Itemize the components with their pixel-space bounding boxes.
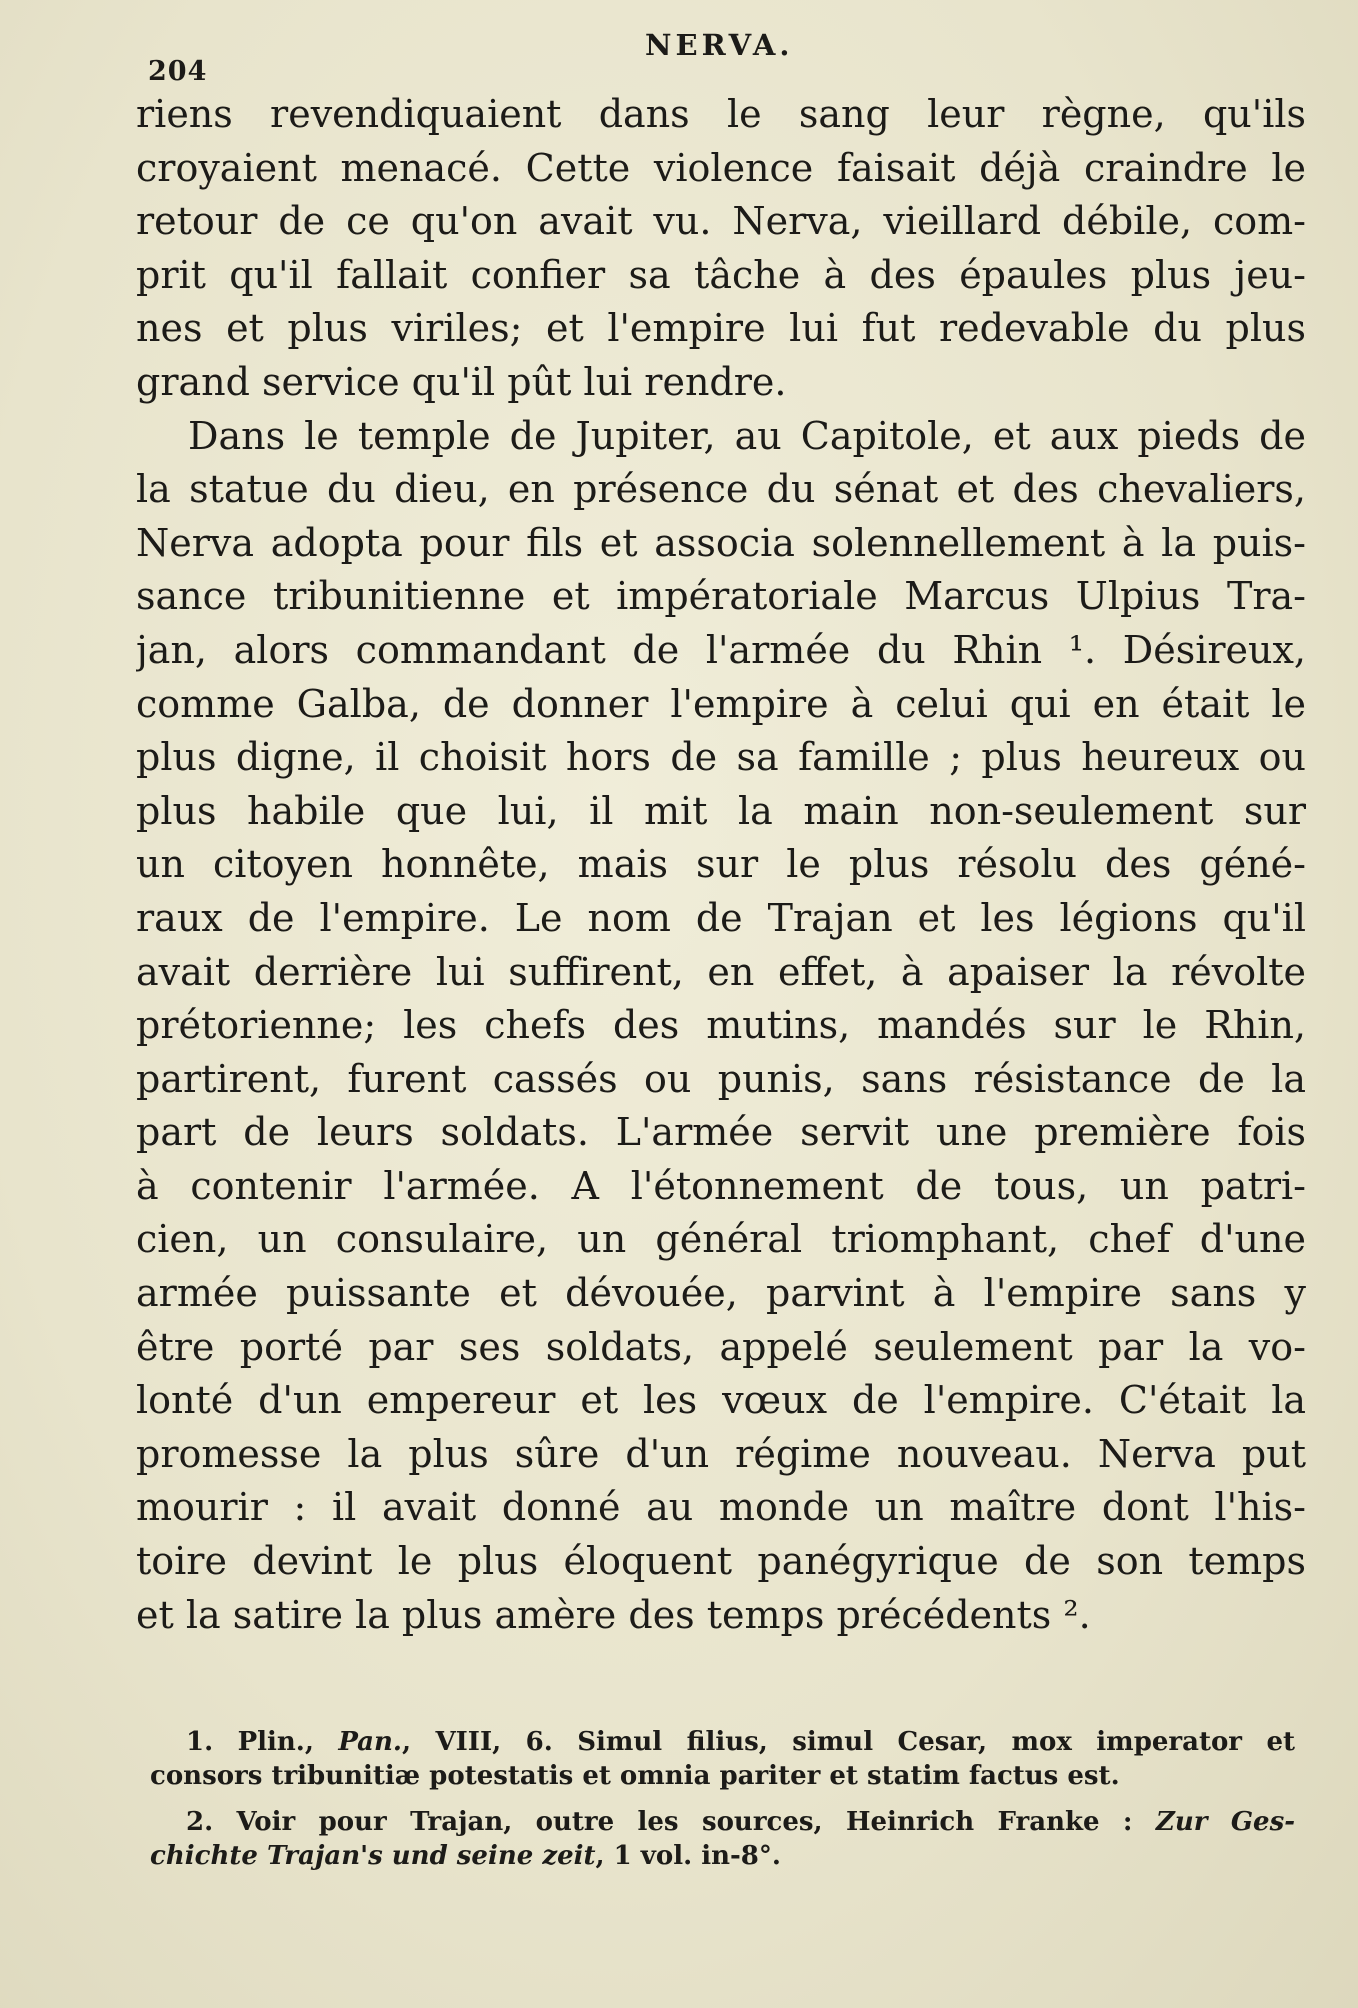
body-text xyxy=(136,88,1306,1642)
text-line: nes et plus viriles; et l'empire lui fut redevable du plus xyxy=(136,306,1306,351)
text-line: un citoyen honnête, mais sur le plus résolu des géné- xyxy=(136,842,1306,887)
text-line: mourir : il avait donné au monde un maître dont l'his- xyxy=(136,1485,1306,1530)
footnote-text: , VIII, 6. Simul filius, simul Cesar, mox imperator et xyxy=(401,1727,1295,1757)
text-line: être porté par ses soldats, appelé seulement par la vo- xyxy=(136,1324,1306,1369)
footnote-italic-text: Zur Ges- xyxy=(1155,1807,1295,1837)
text-line: jan, alors commandant de l'armée du Rhin ¹. Désireux, xyxy=(136,627,1306,672)
footnote-1-line: consors tribunitiæ potestatis et omnia pariter et statim factus est. xyxy=(150,1761,1120,1791)
chapter-title: NERVA. xyxy=(645,28,794,62)
footnote-2-line xyxy=(150,1839,1295,1873)
text-line: toire devint le plus éloquent panégyrique de son temps xyxy=(136,1539,1306,1584)
text-line: Dans le temple de Jupiter, au Capitole, et aux pieds de xyxy=(188,413,1306,458)
text-line: prit qu'il fallait confier sa tâche à des épaules plus jeu- xyxy=(136,252,1306,297)
footnote-2-line xyxy=(150,1805,1295,1839)
text-line: riens revendiquaient dans le sang leur règne, qu'ils xyxy=(136,92,1306,136)
text-line: promesse la plus sûre d'un régime nouveau. Nerva put xyxy=(136,1431,1306,1476)
text-line: la statue du dieu, en présence du sénat et des chevaliers, xyxy=(136,467,1306,512)
text-line: armée puissante et dévouée, parvint à l'empire sans y xyxy=(136,1271,1306,1316)
footnote-text: 2. Voir pour Trajan, outre les sources, Heinrich Franke : xyxy=(186,1807,1156,1837)
text-line: grand service qu'il pût lui rendre. xyxy=(136,359,787,404)
text-line: raux de l'empire. Le nom de Trajan et les légions qu'il xyxy=(136,895,1306,940)
text-line: retour de ce qu'on avait vu. Nerva, vieillard débile, com- xyxy=(136,199,1306,244)
footnote-1-line xyxy=(150,1725,1295,1759)
text-line: partirent, furent cassés ou punis, sans résistance de la xyxy=(136,1056,1306,1101)
text-line: cien, un consulaire, un général triomphant, chef d'une xyxy=(136,1217,1306,1262)
text-line: prétorienne; les chefs des mutins, mandés sur le Rhin, xyxy=(136,1003,1306,1048)
footnote-italic-text: Pan. xyxy=(338,1727,402,1757)
text-line: et la satire la plus amère des temps précédents ². xyxy=(136,1592,1091,1637)
text-line: croyaient menacé. Cette violence faisait déjà craindre le xyxy=(136,145,1306,190)
text-line: lonté d'un empereur et les vœux de l'empire. C'était la xyxy=(136,1378,1306,1423)
text-line: plus digne, il choisit hors de sa famille ; plus heureux ou xyxy=(136,735,1306,780)
footnote-italic-text: chichte Trajan's und seine zeit xyxy=(150,1841,596,1871)
text-line: avait derrière lui suffirent, en effet, à apaiser la révolte xyxy=(136,949,1306,994)
text-line: plus habile que lui, il mit la main non-seulement sur xyxy=(136,788,1306,833)
page-number: 204 xyxy=(148,56,208,87)
running-head xyxy=(0,22,1358,87)
text-line: part de leurs soldats. L'armée servit une première fois xyxy=(136,1110,1306,1155)
footnote-text: , 1 vol. in-8°. xyxy=(595,1841,781,1871)
text-line: comme Galba, de donner l'empire à celui qui en était le xyxy=(136,681,1306,726)
text-line: Nerva adopta pour fils et associa solennellement à la puis- xyxy=(136,520,1306,565)
text-line: sance tribunitienne et impératoriale Marcus Ulpius Tra- xyxy=(136,574,1306,619)
footnotes xyxy=(150,1725,1295,1873)
footnote-text: 1. Plin., xyxy=(186,1727,339,1757)
text-line: à contenir l'armée. A l'étonnement de tous, un patri- xyxy=(136,1163,1306,1208)
